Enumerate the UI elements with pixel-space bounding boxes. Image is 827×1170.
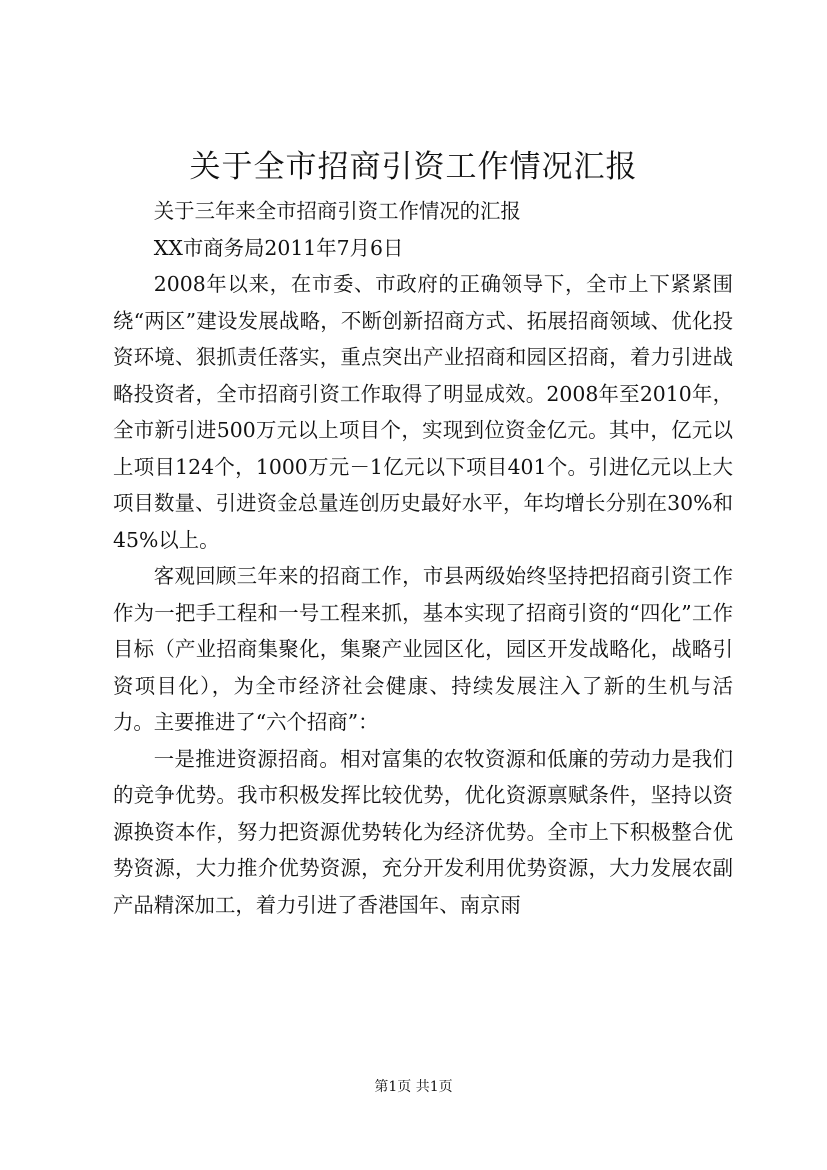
page-footer: 第1页 共1页 xyxy=(374,1079,453,1095)
paragraph-3: 一是推进资源招商。相对富集的农牧资源和低廉的劳动力是我们的竞争优势。我市积极发挥比较优势，优化资源禀赋条件，坚持以资源换资本作，努力把资源优势转化为经济优势。全市上下积极整合优势资源，大力推介优势资源，充分开发利用优势资源，大力发展农副产品精深加工，着力引进了香港国年、南京雨 xyxy=(113,746,733,917)
byline: XX市商务局2011年7月6日 xyxy=(153,235,404,260)
paragraph-2: 客观回顾三年来的招商工作，市县两级始终坚持把招商引资工作作为一把手工程和一号工程来抓，基本实现了招商引资的“四化”工作目标（产业招商集聚化，集聚产业园区化，园区开发战略化，战略引资项目化），为全市经济社会健康、持续发展注入了新的生机与活力。主要推进了“六个招商”： xyxy=(113,564,733,734)
subtitle: 关于三年来全市招商引资工作情况的汇报 xyxy=(153,199,521,223)
paragraph-1: 2008年以来，在市委、市政府的正确领导下，全市上下紧紧围绕“两区”建设发展战略，不断创新招商方式、拓展招商领域、优化投资环境、狠抓责任落实，重点突出产业招商和园区招商，着力引进战略投资者，全市招商引资工作取得了明显成效。2008年至2010年，全市新引进500万元以上项目个，实现到位资金亿元。其中，亿元以上项目124个，1000万元－1亿元以下项目401个。引进亿元以上大项目数量、引进资金总量连创历史最好水平，年均增长分别在30%和45%以上。 xyxy=(113,272,733,552)
document-body xyxy=(113,193,733,923)
page-title: 关于全市招商引资工作情况汇报 xyxy=(189,149,638,185)
